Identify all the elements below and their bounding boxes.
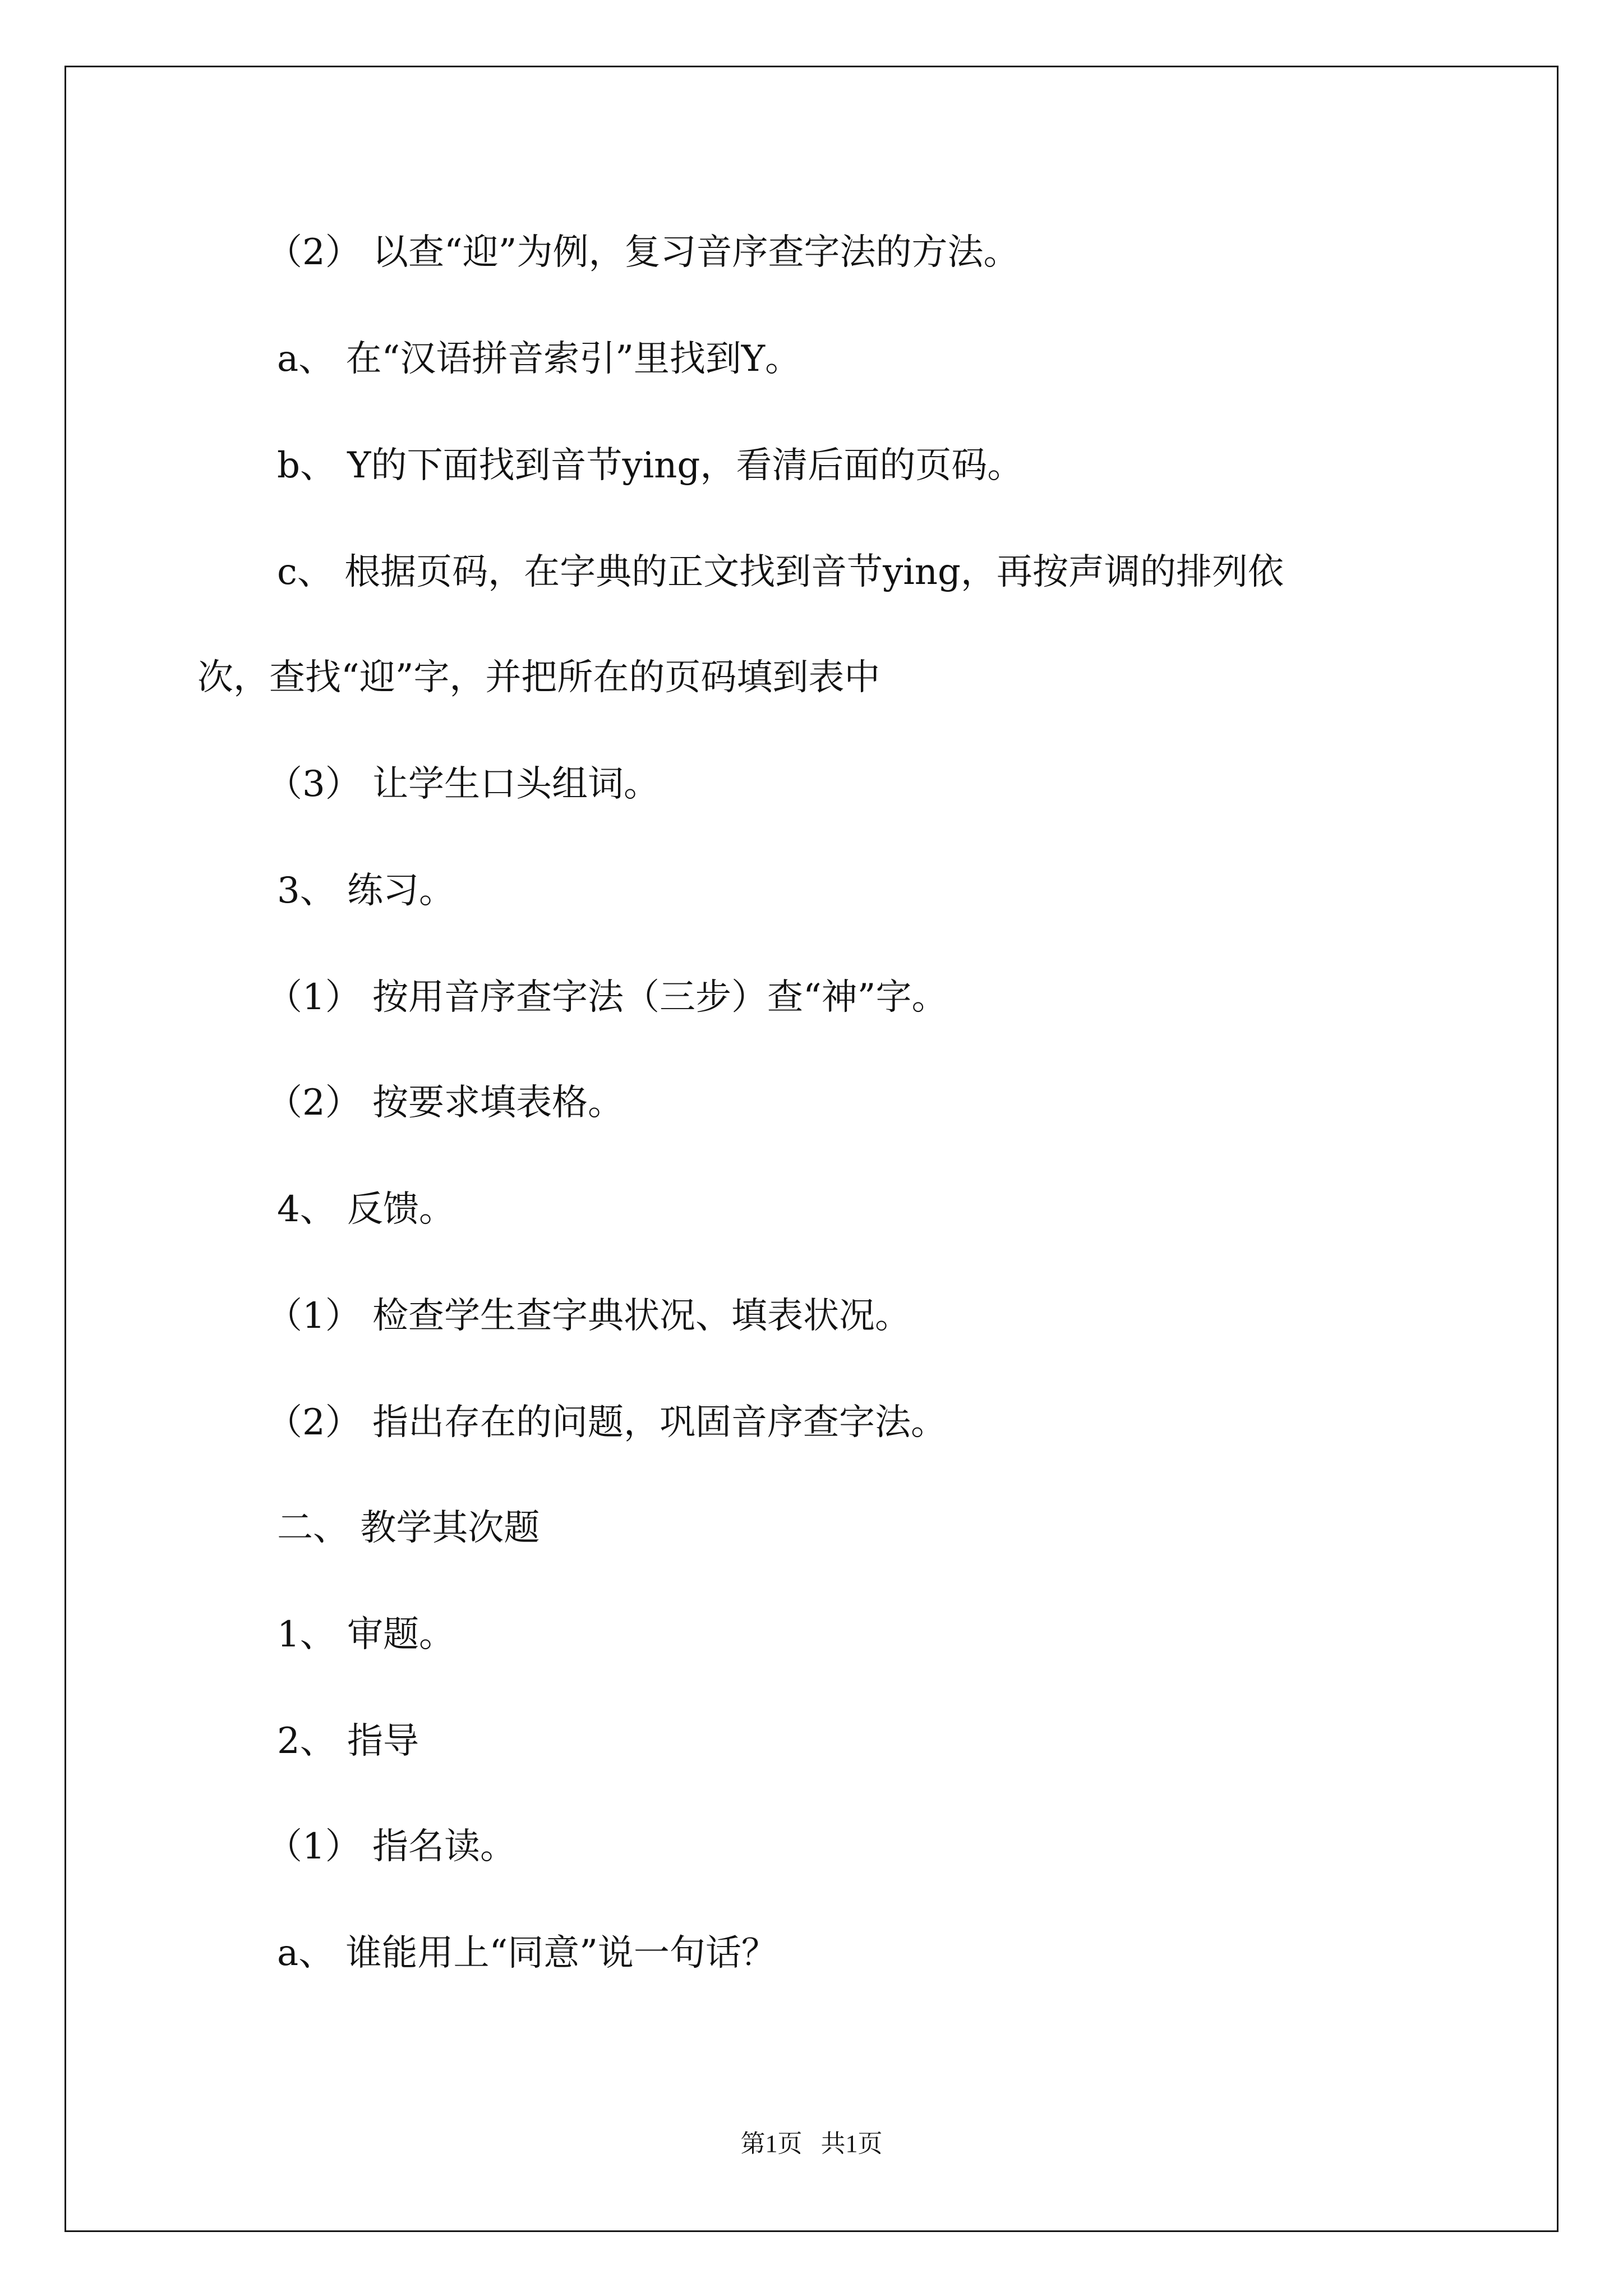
- section-heading: 二、 教学其次题: [277, 1507, 540, 1549]
- paragraph-line: 3、 练习。: [277, 870, 455, 912]
- page-border: [64, 66, 1559, 2232]
- paragraph-line: c、 根据页码，在字典的正文找到音节ying，再按声调的排列依: [277, 551, 1284, 593]
- paragraph-line: a、 谁能用上“同意”说一句话？: [277, 1932, 777, 1974]
- paragraph-line: 1、 审题。: [277, 1614, 455, 1655]
- page-footer: 第1页 共1页: [740, 2130, 883, 2157]
- paragraph-line: （1） 按用音序查字法（三步）查“神”字。: [266, 977, 948, 1018]
- paragraph-line: （2） 按要求填表格。: [266, 1082, 624, 1124]
- paragraph-line: （1） 检查学生查字典状况、填表状况。: [266, 1295, 911, 1337]
- paragraph-line: 4、 反馈。: [277, 1189, 455, 1230]
- paragraph-line: 2、 指导: [277, 1720, 419, 1762]
- paragraph-line: （2） 以查“迎”为例，复习音序查字法的方法。: [266, 232, 1020, 273]
- paragraph-line: （2） 指出存在的问题，巩固音序查字法。: [266, 1402, 947, 1443]
- paragraph-line: a、 在“汉语拼音索引”里找到Y。: [277, 338, 801, 380]
- paragraph-line: （1） 指名读。: [266, 1826, 517, 1867]
- paragraph-line: 次，查找“迎”字，并把所在的页码填到表中: [197, 657, 880, 698]
- paragraph-line: （3） 让学生口头组词。: [266, 763, 660, 805]
- paragraph-line: b、 Y的下面找到音节ying，看清后面的页码。: [277, 445, 1023, 486]
